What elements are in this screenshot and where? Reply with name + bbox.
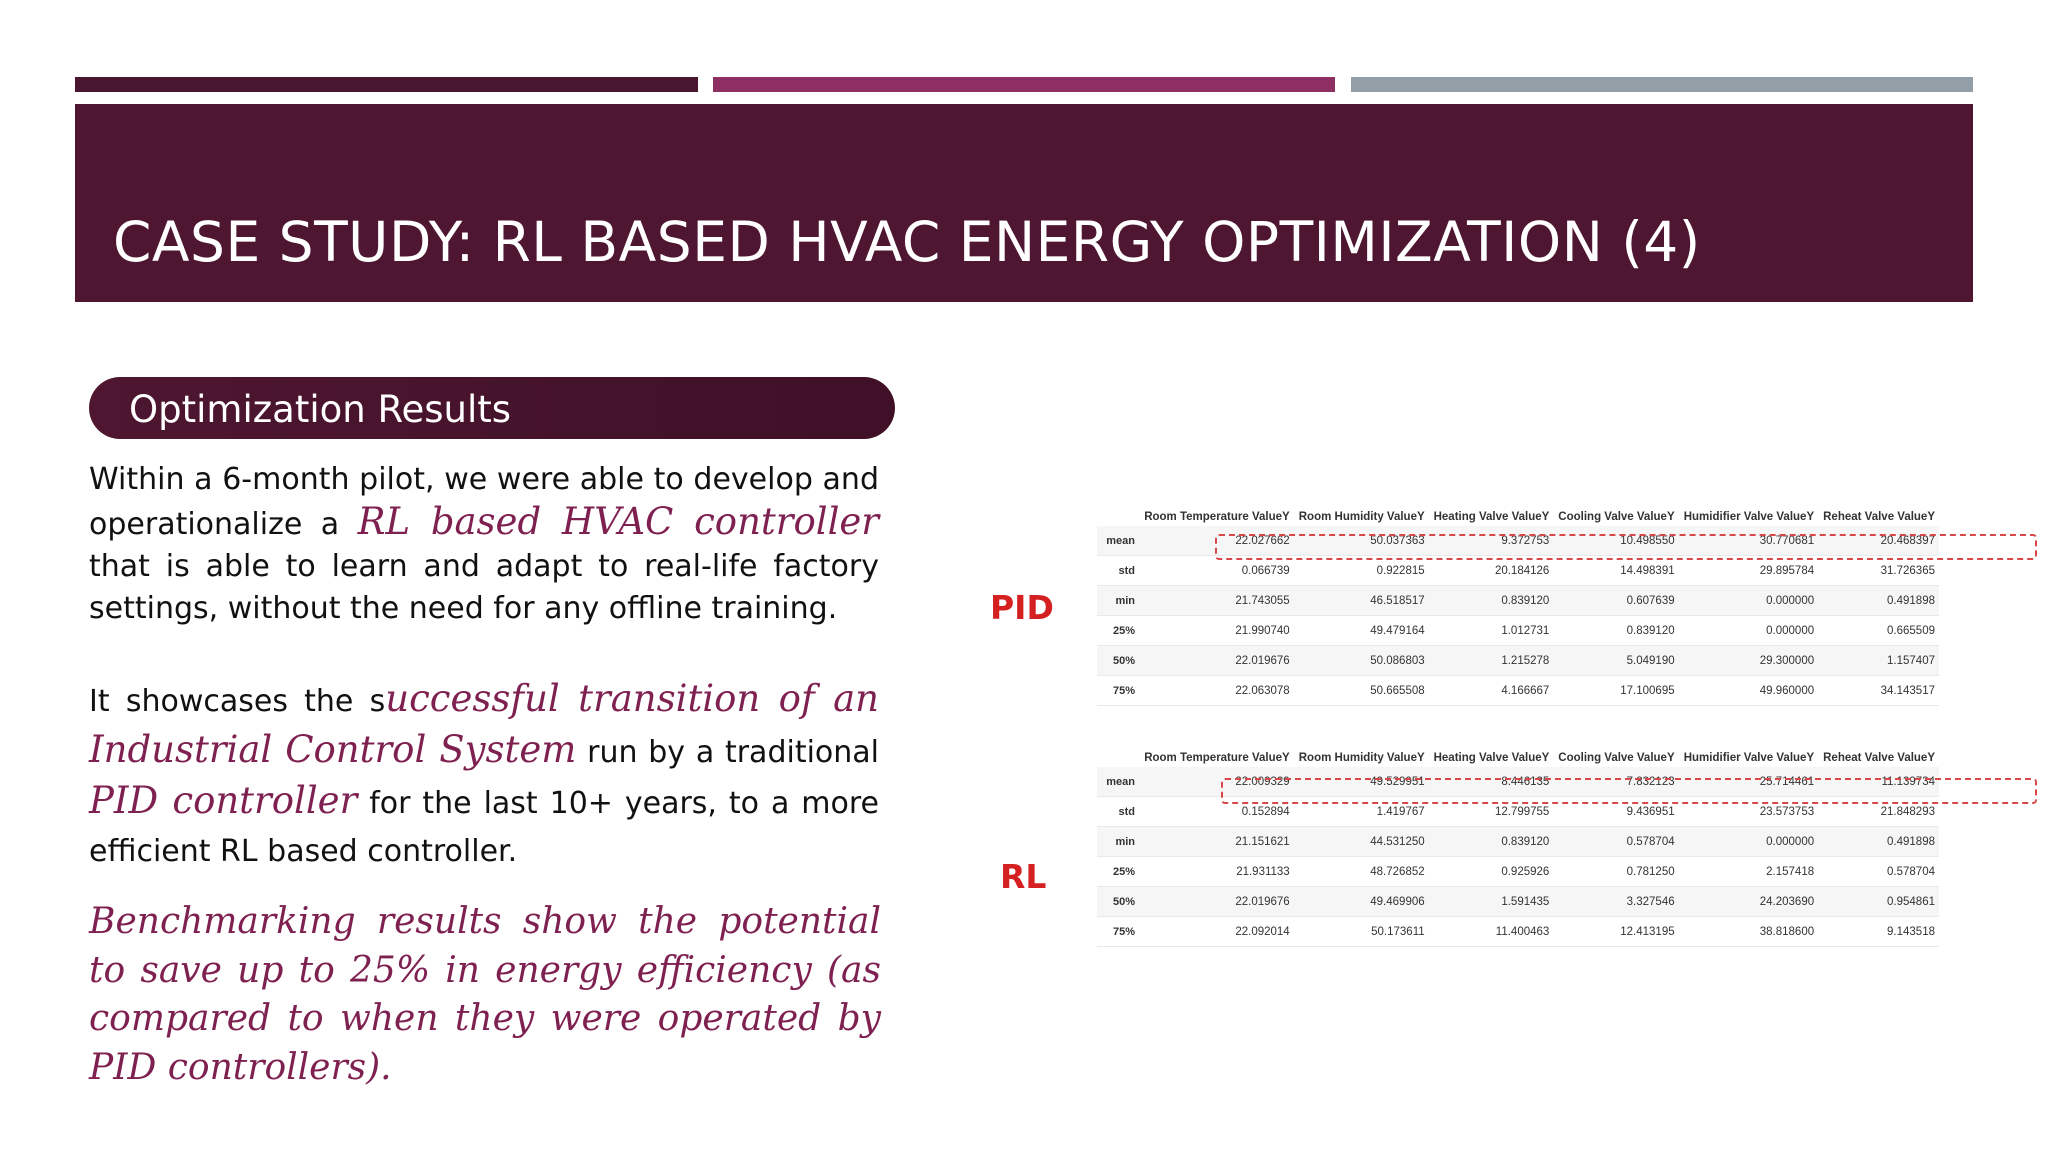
- table-row: [1097, 646, 1939, 676]
- table-cell: 48.726852: [1294, 857, 1429, 887]
- transition-text-c: for the last 10+ years, to a more efficient RL based controller.: [89, 786, 880, 869]
- row-label: min: [1097, 827, 1139, 857]
- table-cell: 1.419767: [1294, 797, 1429, 827]
- table-cell: 1.157407: [1818, 646, 1939, 676]
- table-cell: 50.173611: [1294, 917, 1429, 947]
- table-cell: 20.184126: [1429, 556, 1554, 586]
- table-cell: 49.469906: [1294, 887, 1429, 917]
- column-header: Cooling Valve ValueY: [1558, 752, 1675, 764]
- table-row: [1097, 676, 1939, 706]
- table-cell: 44.531250: [1294, 827, 1429, 857]
- column-header: Room Temperature ValueY: [1144, 752, 1290, 764]
- table-cell: 0.839120: [1553, 616, 1678, 646]
- row-label: 50%: [1097, 646, 1139, 676]
- column-header: Room Humidity ValueY: [1298, 511, 1425, 523]
- table-cell: 34.143517: [1818, 676, 1939, 706]
- table-cell: 50.665508: [1294, 676, 1429, 706]
- intro-paragraph: [89, 459, 879, 630]
- column-header: Heating Valve ValueY: [1433, 752, 1550, 764]
- row-label: mean: [1097, 767, 1139, 797]
- table-cell: 29.300000: [1679, 646, 1819, 676]
- table-row: [1097, 767, 1939, 797]
- table-cell: 9.436951: [1553, 797, 1678, 827]
- corner-cell: [1097, 733, 1139, 767]
- table-cell: 29.895784: [1679, 556, 1819, 586]
- table-cell: 21.743055: [1139, 586, 1294, 616]
- column-header: Reheat Valve ValueY: [1823, 752, 1935, 764]
- table-cell: 22.019676: [1139, 887, 1294, 917]
- transition-text-b: run by a traditional: [576, 735, 880, 770]
- table-cell: 17.100695: [1553, 676, 1678, 706]
- table-cell: 0.066739: [1139, 556, 1294, 586]
- table-row: [1097, 526, 1939, 556]
- table-row: [1097, 887, 1939, 917]
- intro-text-a: Within a 6-month pilot, we were able to develop and operationalize a: [89, 462, 879, 542]
- table-cell: 0.839120: [1429, 827, 1554, 857]
- accent-bar-grey: [1351, 77, 1973, 92]
- column-header: Room Temperature ValueY: [1144, 511, 1290, 523]
- table-cell: 22.027662: [1139, 526, 1294, 556]
- table-cell: 0.000000: [1679, 586, 1819, 616]
- table-cell: 1.012731: [1429, 616, 1554, 646]
- table-row: [1097, 586, 1939, 616]
- table-row: [1097, 857, 1939, 887]
- rl-label: RL: [1000, 857, 1047, 896]
- transition-paragraph: [89, 675, 879, 876]
- column-header: Humidifier Valve ValueY: [1683, 511, 1815, 523]
- table-cell: 14.498391: [1553, 556, 1678, 586]
- table-cell: 10.498550: [1553, 526, 1678, 556]
- table-cell: 50.086803: [1294, 646, 1429, 676]
- row-label: 25%: [1097, 857, 1139, 887]
- table-row: [1097, 797, 1939, 827]
- table-cell: 49.960000: [1679, 676, 1819, 706]
- column-header: Heating Valve ValueY: [1433, 511, 1550, 523]
- table-cell: 0.578704: [1818, 857, 1939, 887]
- table-cell: 8.446135: [1429, 767, 1554, 797]
- table-cell: 22.063078: [1139, 676, 1294, 706]
- table-cell: 21.990740: [1139, 616, 1294, 646]
- table-cell: 0.000000: [1679, 616, 1819, 646]
- table-cell: 3.327546: [1553, 887, 1678, 917]
- row-label: std: [1097, 556, 1139, 586]
- row-label: mean: [1097, 526, 1139, 556]
- table-cell: 30.770681: [1679, 526, 1819, 556]
- table-cell: 0.954861: [1818, 887, 1939, 917]
- table-cell: 7.832123: [1553, 767, 1678, 797]
- table-cell: 0.839120: [1429, 586, 1554, 616]
- table-cell: 49.529951: [1294, 767, 1429, 797]
- table-cell: 38.818600: [1679, 917, 1819, 947]
- pid-label: PID: [990, 588, 1054, 627]
- table-cell: 0.491898: [1818, 586, 1939, 616]
- table-row: [1097, 556, 1939, 586]
- accent-bar-dark: [75, 77, 698, 92]
- table-cell: 1.215278: [1429, 646, 1554, 676]
- row-label: 75%: [1097, 917, 1139, 947]
- table-cell: 0.000000: [1679, 827, 1819, 857]
- intro-emphasis: RL based HVAC controller: [357, 500, 879, 543]
- table-row: [1097, 917, 1939, 947]
- row-label: 25%: [1097, 616, 1139, 646]
- table-cell: 22.009329: [1139, 767, 1294, 797]
- table-cell: 23.573753: [1679, 797, 1819, 827]
- table-cell: 9.143518: [1818, 917, 1939, 947]
- row-label: 75%: [1097, 676, 1139, 706]
- table-cell: 1.591435: [1429, 887, 1554, 917]
- table-cell: 21.931133: [1139, 857, 1294, 887]
- accent-bar-mid: [713, 77, 1335, 92]
- table-cell: 21.151621: [1139, 827, 1294, 857]
- table-row: [1097, 616, 1939, 646]
- table-cell: 0.922815: [1294, 556, 1429, 586]
- table-cell: 2.157418: [1679, 857, 1819, 887]
- table-cell: 49.479164: [1294, 616, 1429, 646]
- transition-emphasis-2: PID controller: [89, 779, 358, 822]
- table-cell: 0.152894: [1139, 797, 1294, 827]
- table-cell: 0.491898: [1818, 827, 1939, 857]
- table-cell: 0.925926: [1429, 857, 1554, 887]
- table-row: [1097, 827, 1939, 857]
- table-cell: 0.665509: [1818, 616, 1939, 646]
- column-header: Room Humidity ValueY: [1298, 752, 1425, 764]
- table-cell: 12.799755: [1429, 797, 1554, 827]
- table-cell: 11.400463: [1429, 917, 1554, 947]
- intro-text-b: that is able to learn and adapt to real-life factory settings, without the need for any offline training.: [89, 549, 879, 626]
- table-cell: 4.166667: [1429, 676, 1554, 706]
- table-cell: 9.372753: [1429, 526, 1554, 556]
- table-cell: 20.468397: [1818, 526, 1939, 556]
- section-heading-pill: [89, 377, 895, 439]
- table-cell: 11.139734: [1818, 767, 1939, 797]
- table-cell: 31.726365: [1818, 556, 1939, 586]
- corner-cell: [1097, 492, 1139, 526]
- table-cell: 5.049190: [1553, 646, 1678, 676]
- table-cell: 50.037363: [1294, 526, 1429, 556]
- transition-emphasis-1: uccessful transition of an Industrial Control System: [89, 677, 879, 771]
- slide-title: CASE STUDY: RL BASED HVAC ENERGY OPTIMIZATION (4): [113, 210, 1701, 274]
- section-heading: Optimization Results: [129, 388, 512, 431]
- table-cell: 24.203690: [1679, 887, 1819, 917]
- table-cell: 25.714461: [1679, 767, 1819, 797]
- table-cell: 0.781250: [1553, 857, 1678, 887]
- table-cell: 22.092014: [1139, 917, 1294, 947]
- table-cell: 12.413195: [1553, 917, 1678, 947]
- row-label: std: [1097, 797, 1139, 827]
- table-cell: 0.578704: [1553, 827, 1678, 857]
- column-header: Cooling Valve ValueY: [1558, 511, 1675, 523]
- table-cell: 22.019676: [1139, 646, 1294, 676]
- benchmark-paragraph: Benchmarking results show the potential to save up to 25% in energy efficiency (as compared to when they were operated by PID controllers).: [89, 901, 881, 1088]
- transition-text-a: It showcases the s: [89, 684, 386, 719]
- pid-stats-table: [1097, 492, 1939, 706]
- column-header: Reheat Valve ValueY: [1823, 511, 1935, 523]
- table-cell: 46.518517: [1294, 586, 1429, 616]
- table-cell: 0.607639: [1553, 586, 1678, 616]
- row-label: 50%: [1097, 887, 1139, 917]
- pid-stats-table-wrapper: [1097, 492, 1939, 706]
- rl-stats-table-wrapper: [1097, 733, 1939, 947]
- column-header: Humidifier Valve ValueY: [1683, 752, 1815, 764]
- table-cell: 21.848293: [1818, 797, 1939, 827]
- rl-stats-table: [1097, 733, 1939, 947]
- row-label: min: [1097, 586, 1139, 616]
